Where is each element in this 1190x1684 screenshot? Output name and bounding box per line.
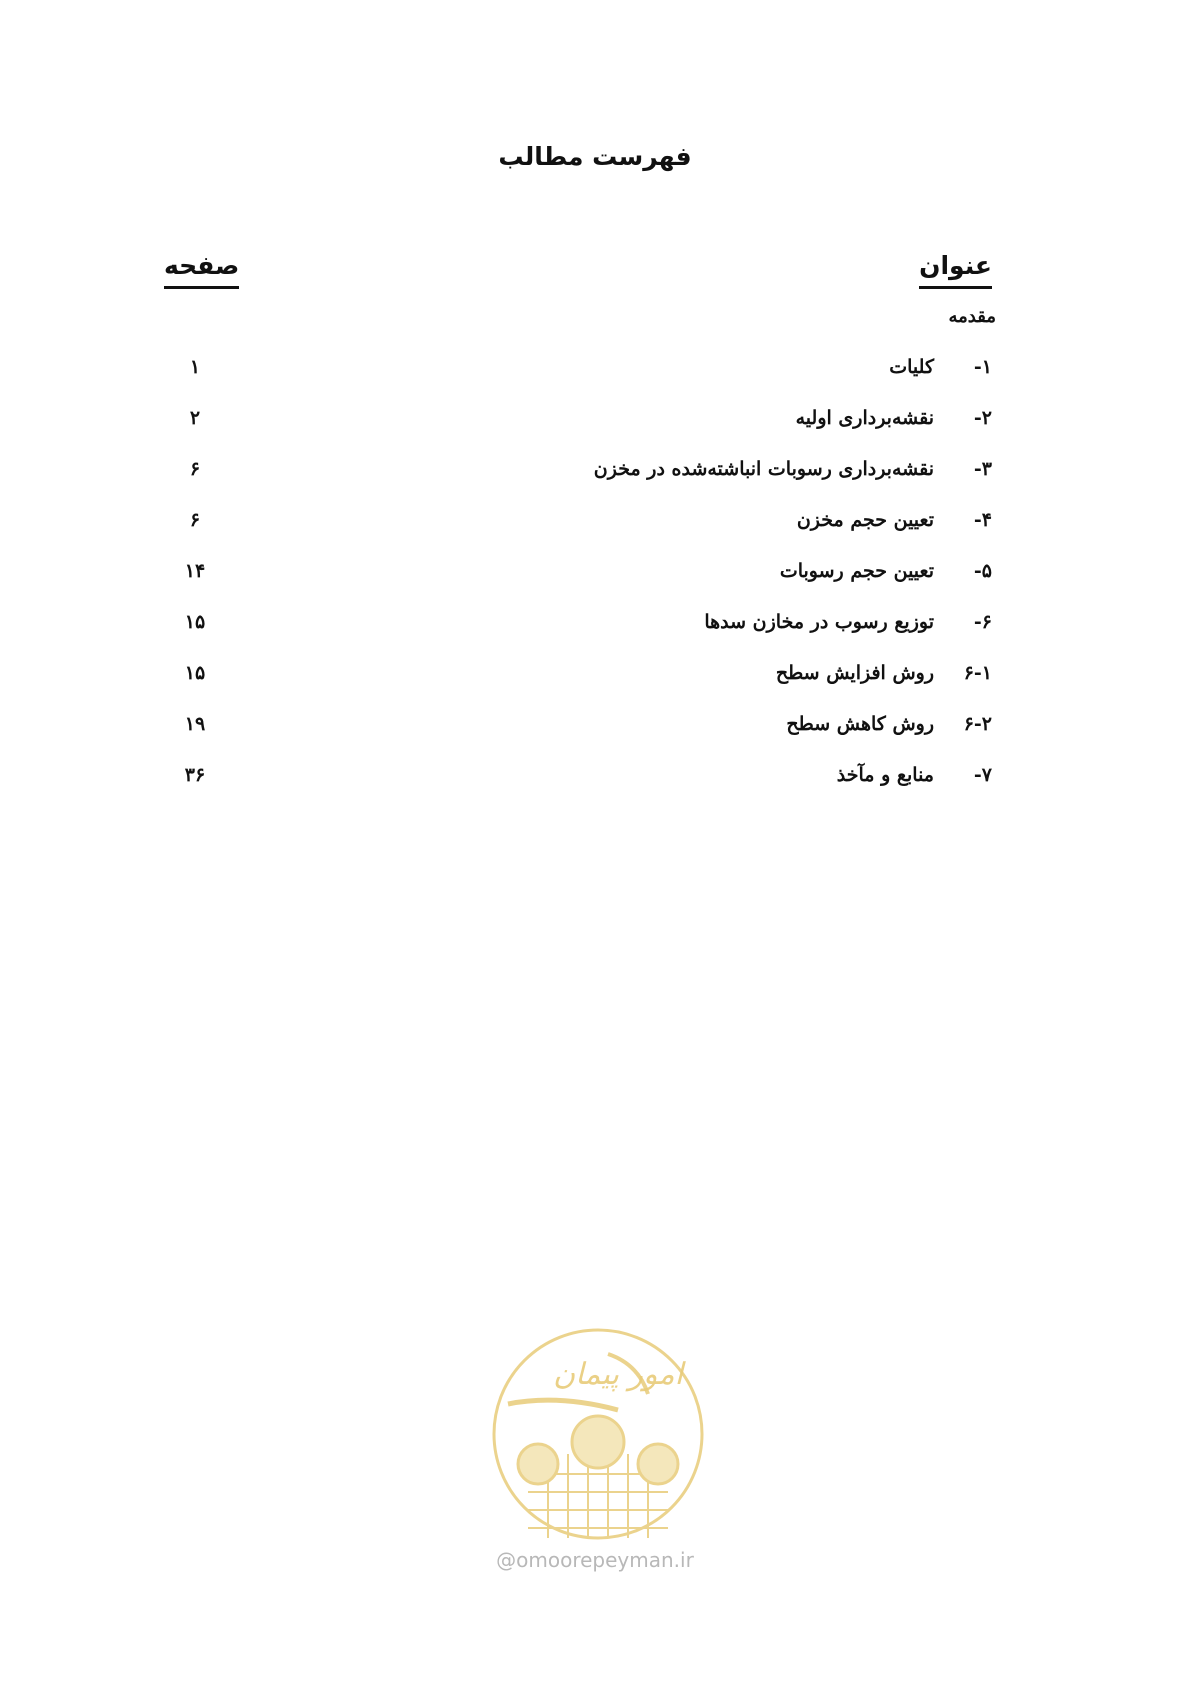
column-header-title: عنوان bbox=[919, 250, 992, 289]
toc-entry-number: ۷- bbox=[973, 764, 992, 786]
toc-entry-page: ۱۹ bbox=[184, 713, 206, 735]
toc-intro: مقدمه bbox=[948, 306, 996, 327]
toc-entry-title: منابع و مآخذ bbox=[836, 764, 934, 786]
toc-entry-number: ۶-۱ bbox=[963, 662, 992, 684]
toc-entry[interactable] bbox=[0, 760, 1190, 800]
toc-entry-title: نقشه‌برداری اولیه bbox=[795, 407, 934, 429]
toc-entry-title: روش کاهش سطح bbox=[786, 713, 934, 735]
toc-entry[interactable] bbox=[0, 352, 1190, 392]
toc-entry-page: ۱ bbox=[189, 356, 201, 378]
toc-entry-number: ۱- bbox=[973, 356, 992, 378]
toc-entry[interactable] bbox=[0, 556, 1190, 596]
watermark-logo-icon bbox=[488, 1324, 708, 1544]
toc-entry-page: ۱۵ bbox=[184, 611, 206, 633]
toc-entry-page: ۲ bbox=[189, 407, 201, 429]
toc-entry-number: ۴- bbox=[973, 509, 992, 531]
toc-entry-page: ۱۵ bbox=[184, 662, 206, 684]
toc-entry-title: تعیین حجم رسوبات bbox=[779, 560, 934, 582]
toc-entry[interactable] bbox=[0, 709, 1190, 749]
toc-entry-page: ۶ bbox=[189, 509, 201, 531]
toc-entry-number: ۳- bbox=[973, 458, 992, 480]
toc-entry[interactable] bbox=[0, 505, 1190, 545]
toc-entry-page: ۶ bbox=[189, 458, 201, 480]
column-header-page: صفحه bbox=[164, 250, 239, 289]
toc-entry[interactable] bbox=[0, 607, 1190, 647]
toc-entry-title: کلیات bbox=[889, 356, 934, 378]
toc-entry-title: تعیین حجم مخزن bbox=[796, 509, 934, 531]
toc-entry-number: ۲- bbox=[973, 407, 992, 429]
toc-entry-title: روش افزایش سطح bbox=[775, 662, 934, 684]
toc-entry-title: نقشه‌برداری رسوبات انباشته‌شده در مخزن bbox=[593, 458, 934, 480]
watermark-logo-text: امور پیمان bbox=[553, 1357, 683, 1392]
toc-entry-number: ۶-۲ bbox=[963, 713, 992, 735]
toc-entry-page: ۱۴ bbox=[184, 560, 206, 582]
watermark-url: @omoorepeyman.ir bbox=[496, 1548, 694, 1572]
toc-entry[interactable] bbox=[0, 658, 1190, 698]
toc-entry-number: ۶- bbox=[973, 611, 992, 633]
toc-entry-title: توزیع رسوب در مخازن سدها bbox=[704, 611, 934, 633]
toc-entry[interactable] bbox=[0, 454, 1190, 494]
toc-entry-page: ۳۶ bbox=[184, 764, 206, 786]
toc-entry-number: ۵- bbox=[973, 560, 992, 582]
page-title: فهرست مطالب bbox=[498, 142, 692, 171]
toc-entry[interactable] bbox=[0, 403, 1190, 443]
